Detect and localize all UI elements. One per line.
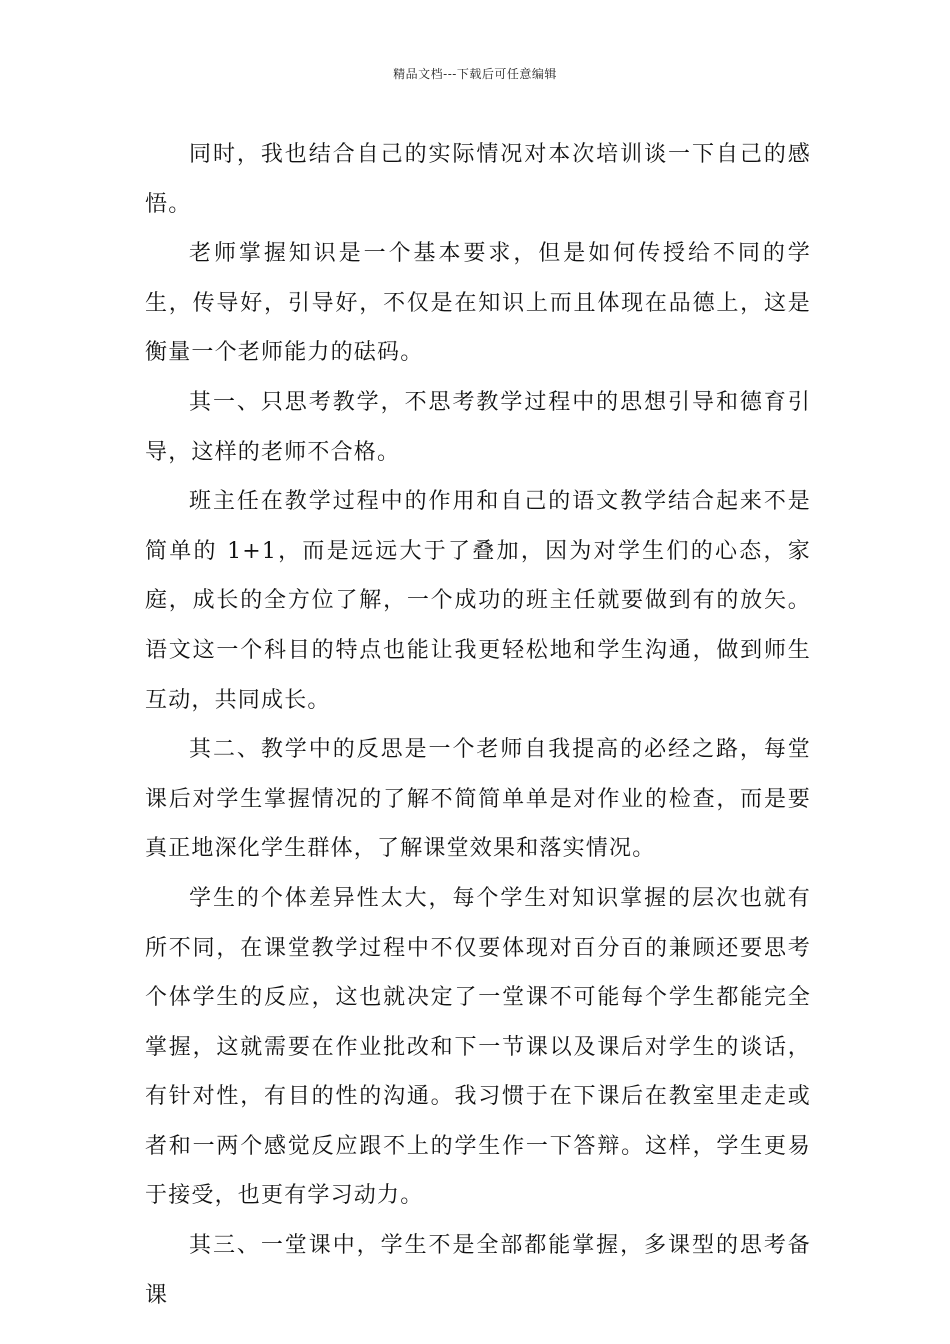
paragraph: 其二、教学中的反思是一个老师自我提高的必经之路，每堂课后对学生掌握情况的了解不简简单单是对作业的检查，而是要真正地深化学生群体，了解课堂效果和落实情况。 [145, 737, 811, 862]
paragraph: 老师掌握知识是一个基本要求，但是如何传授给不同的学生，传导好，引导好，不仅是在知识上而且体现在品德上，这是衡量一个老师能力的砝码。 [145, 241, 811, 366]
paragraph: 学生的个体差异性太大，每个学生对知识掌握的层次也就有所不同，在课堂教学过程中不仅要体现对百分百的兼顾还要思考个体学生的反应，这也就决定了一堂课不可能每个学生都能完全掌握，这就需要在作业批改和下一节课以及课后对学生的谈话，有针对性，有目的性的沟通。我习惯于在下课后在教室里走走或者和一两个感觉反应跟不上的学生作一下答辩。这样，学生更易于接受，也更有学习动力。 [145, 885, 811, 1209]
page-header: 精品文档---下载后可任意编辑 [393, 67, 557, 81]
paragraph: 其一、只思考教学，不思考教学过程中的思想引导和德育引导，这样的老师不合格。 [145, 389, 811, 465]
paragraph: 班主任在教学过程中的作用和自己的语文教学结合起来不是简单的 1+1，而是远远大于了叠加，因为对学生们的心态，家庭，成长的全方位了解，一个成功的班主任就要做到有的放矢。语文这一个科目的特点也能让我更轻松地和学生沟通，做到师生互动，共同成长。 [145, 489, 811, 713]
paragraph: 其三、一堂课中，学生不是全部都能掌握，多课型的思考备课 [145, 1233, 811, 1308]
document-body [145, 130, 811, 1320]
paragraph: 同时，我也结合自己的实际情况对本次培训谈一下自己的感悟。 [145, 142, 811, 217]
